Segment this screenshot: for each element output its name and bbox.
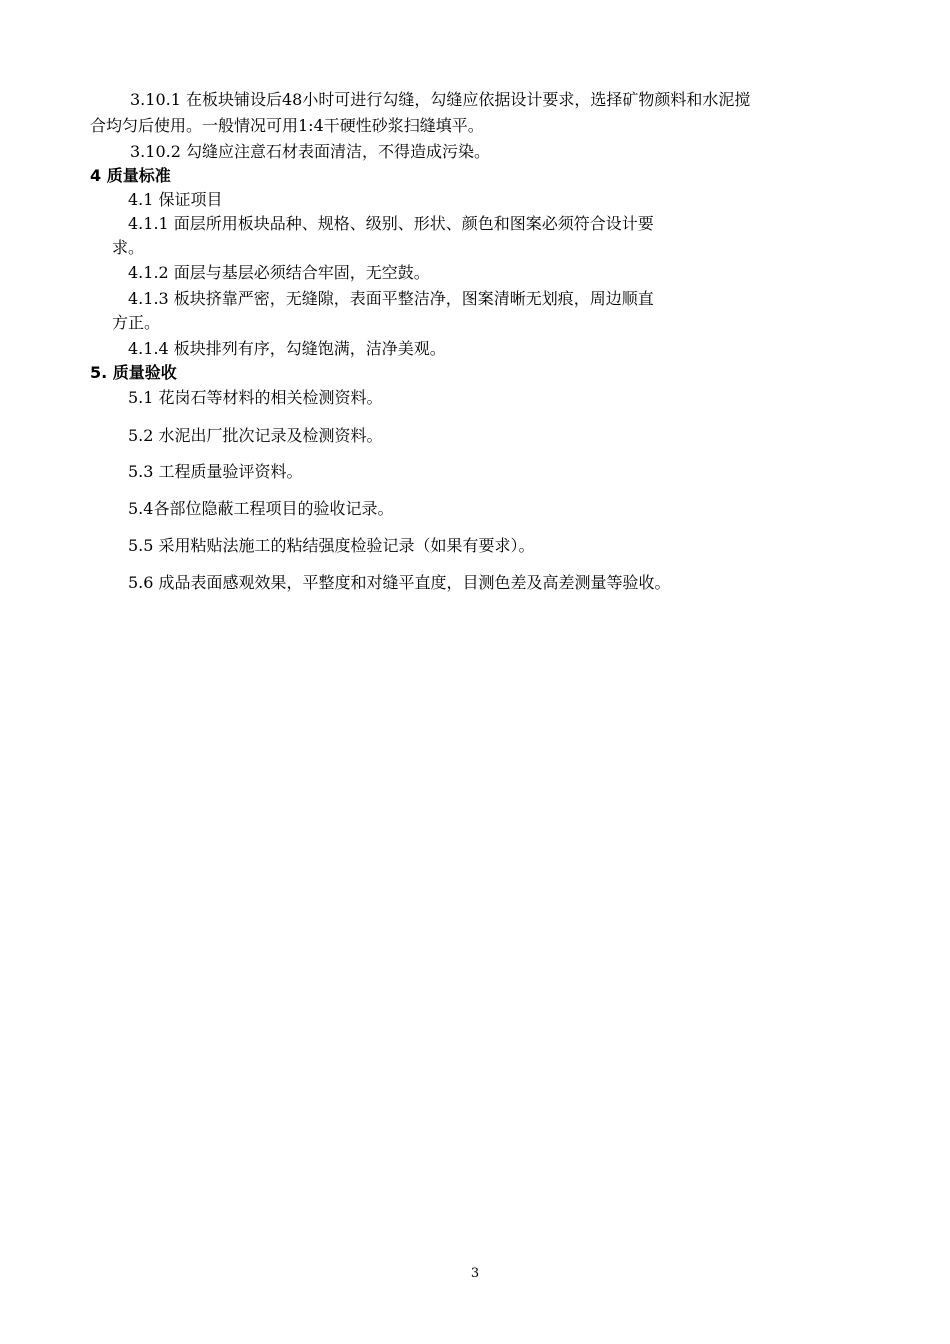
paragraph-5-3: 5.3 工程质量验评资料。	[128, 462, 303, 481]
paragraph-5-5: 5.5 采用粘贴法施工的粘结强度检验记录（如果有要求）。	[128, 536, 535, 555]
paragraph-4-1-1-line-2: 求。	[112, 238, 145, 257]
paragraph-3-10-1-line-1: 3.10.1 在板块铺设后48小时可进行勾缝，勾缝应依据设计要求，选择矿物颜料和水泥搅	[130, 90, 751, 109]
paragraph-5-1: 5.1 花岗石等材料的相关检测资料。	[128, 388, 383, 407]
paragraph-4-1-2: 4.1.2 面层与基层必须结合牢固，无空鼓。	[128, 263, 430, 282]
paragraph-4-1: 4.1 保证项目	[128, 190, 223, 209]
paragraph-4-1-3-line-1: 4.1.3 板块挤靠严密，无缝隙，表面平整洁净，图案清晰无划痕，周边顺直	[128, 289, 654, 308]
paragraph-4-1-3-line-2: 方正。	[112, 313, 161, 332]
paragraph-3-10-1-line-2: 合均匀后使用。一般情况可用1:4干硬性砂浆扫缝填平。	[90, 116, 484, 135]
paragraph-4-1-4: 4.1.4 板块排列有序，勾缝饱满，洁净美观。	[128, 339, 446, 358]
section-heading-4: 4 质量标准	[90, 166, 171, 185]
paragraph-5-6: 5.6 成品表面感观效果，平整度和对缝平直度，目测色差及高差测量等验收。	[128, 573, 671, 592]
section-heading-5: 5. 质量验收	[90, 363, 177, 382]
paragraph-3-10-2: 3.10.2 勾缝应注意石材表面清洁，不得造成污染。	[130, 142, 490, 161]
paragraph-4-1-1-line-1: 4.1.1 面层所用板块品种、规格、级别、形状、颜色和图案必须符合设计要	[128, 214, 654, 233]
page-number: 3	[470, 1266, 480, 1281]
paragraph-5-2: 5.2 水泥出厂批次记录及检测资料。	[128, 426, 383, 445]
paragraph-5-4: 5.4各部位隐蔽工程项目的验收记录。	[128, 499, 394, 518]
